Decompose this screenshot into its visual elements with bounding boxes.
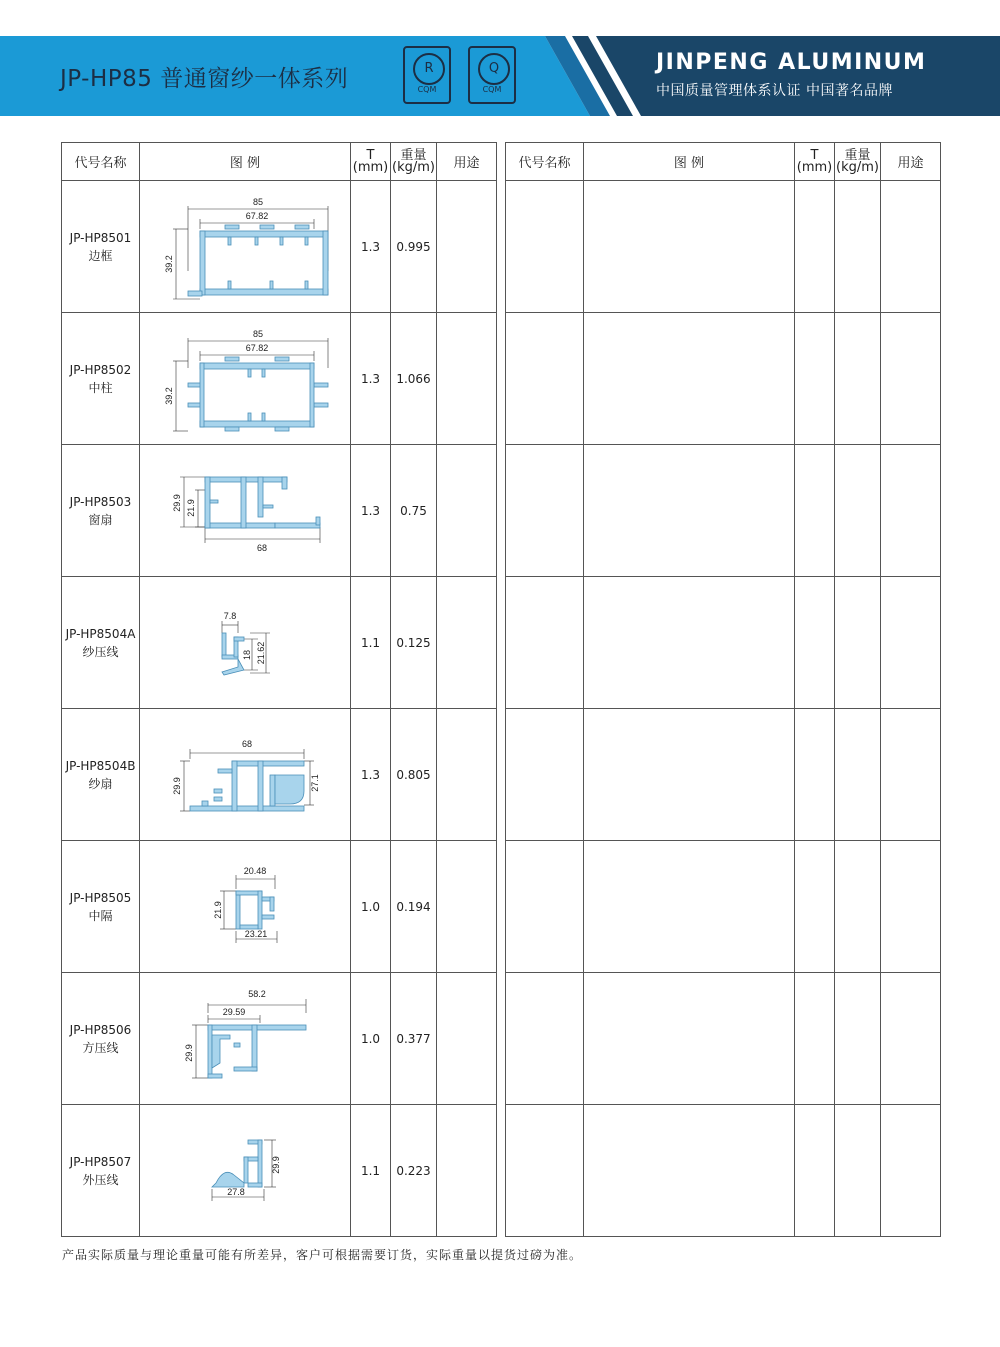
header-thickness-unit: (mm): [796, 159, 833, 175]
weight-value: 0.805: [391, 709, 437, 841]
table-row: [62, 313, 497, 445]
profile-code: JP-HP8506: [69, 1022, 132, 1037]
profile-code: JP-HP8505: [69, 890, 132, 905]
header-use: 用途: [437, 143, 497, 181]
dim-label: 20.48: [243, 866, 267, 876]
weight-value: 0.75: [391, 445, 437, 577]
profile-figure-cell: [140, 841, 351, 973]
profile-name: 纱扇: [88, 776, 113, 791]
dim-label: 29.59: [222, 1007, 246, 1017]
row-code-cell: [62, 841, 140, 973]
header-weight-unit: (kg/m): [392, 159, 435, 175]
row-code-cell: [62, 973, 140, 1105]
use-value: [437, 709, 497, 841]
profile-drawing-8503: [140, 445, 350, 576]
use-value: [437, 841, 497, 973]
weight-value: 0.223: [391, 1105, 437, 1237]
use-value: [437, 445, 497, 577]
profile-table-left: [61, 142, 497, 1237]
dim-label: 21.62: [256, 641, 266, 665]
dim-label: 29.9: [184, 1044, 194, 1062]
profile-name: 纱压线: [82, 644, 119, 659]
dim-label: 67.82: [245, 211, 269, 221]
table-row: [62, 1105, 497, 1237]
header-figure: 图 例: [584, 143, 795, 181]
table-header-row: [506, 143, 941, 181]
header-weight: [391, 143, 437, 181]
row-code-cell: [62, 445, 140, 577]
table-row: [506, 181, 941, 313]
footnote: 产品实际质量与理论重量可能有所差异，客户可根据需要订货，实际重量以提货过磅为准。: [62, 1248, 583, 1262]
header-weight: [835, 143, 881, 181]
thickness-value: 1.3: [351, 181, 391, 313]
profile-figure-cell: [140, 1105, 351, 1237]
profile-code: JP-HP8502: [69, 362, 132, 377]
dim-label: 18: [242, 649, 252, 661]
dim-label: 21.9: [186, 499, 196, 517]
header-code: 代号名称: [62, 143, 140, 181]
header-thickness-symbol: T: [366, 147, 375, 163]
weight-value: 0.194: [391, 841, 437, 973]
use-value: [437, 181, 497, 313]
thickness-value: 1.3: [351, 313, 391, 445]
header-code: 代号名称: [506, 143, 584, 181]
use-value: [437, 1105, 497, 1237]
profile-drawing-8505: [140, 841, 350, 972]
row-code-cell: [62, 709, 140, 841]
dim-label: 67.82: [245, 343, 269, 353]
dim-label: 29.9: [172, 777, 182, 795]
header-thickness-symbol: T: [810, 147, 819, 163]
table-row: [62, 181, 497, 313]
profile-figure-cell: [140, 445, 351, 577]
use-value: [437, 577, 497, 709]
profile-figure-cell: [140, 181, 351, 313]
table-header-row: [62, 143, 497, 181]
weight-value: 1.066: [391, 313, 437, 445]
cert-r-code: CQM: [417, 85, 437, 94]
profile-name: 中隔: [88, 908, 113, 923]
dim-label: 68: [241, 739, 253, 749]
dim-label: 58.2: [248, 989, 266, 999]
profile-code: JP-HP8504B: [65, 758, 136, 773]
profile-figure-cell: [140, 577, 351, 709]
thickness-value: 1.0: [351, 973, 391, 1105]
profile-table-right: [505, 142, 941, 1237]
thickness-value: 1.1: [351, 1105, 391, 1237]
weight-value: 0.995: [391, 181, 437, 313]
cqm-r-certification-logo: [403, 46, 451, 104]
dim-label: 27.1: [310, 774, 320, 792]
profile-code: JP-HP8503: [69, 494, 132, 509]
table-row: [506, 313, 941, 445]
profile-name: 窗扇: [88, 512, 113, 527]
dim-label: 29.9: [271, 1156, 281, 1174]
profile-drawing-8506: [140, 973, 350, 1104]
series-title: JP-HP85 普通窗纱一体系列: [60, 66, 349, 92]
dim-label: 7.8: [223, 611, 237, 621]
cert-q-code: CQM: [482, 85, 502, 94]
cert-q-letter: Q: [478, 53, 510, 85]
header-weight-unit: (kg/m): [836, 159, 879, 175]
table-row: [506, 709, 941, 841]
dim-label: 27.8: [227, 1187, 245, 1197]
dim-label: 39.2: [164, 255, 174, 273]
profile-drawing-8504b: [140, 709, 350, 840]
thickness-value: 1.1: [351, 577, 391, 709]
profile-name: 方压线: [82, 1040, 119, 1055]
thickness-value: 1.0: [351, 841, 391, 973]
brand-name: JINPENG ALUMINUM: [656, 50, 927, 75]
profile-drawing-8504a: [140, 577, 350, 708]
row-code-cell: [62, 181, 140, 313]
profile-name: 外压线: [82, 1172, 119, 1187]
brand-subtitle: 中国质量管理体系认证 中国著名品牌: [656, 83, 893, 99]
header-weight-label: 重量: [400, 147, 427, 163]
table-row: [62, 973, 497, 1105]
thickness-value: 1.3: [351, 445, 391, 577]
cqm-q-certification-logo: [468, 46, 516, 104]
dim-label: 68: [256, 543, 268, 553]
dim-label: 85: [252, 197, 264, 207]
thickness-value: 1.3: [351, 709, 391, 841]
table-row: [62, 709, 497, 841]
dim-label: 85: [252, 329, 264, 339]
profile-drawing-8507: [140, 1105, 350, 1236]
row-code-cell: [62, 313, 140, 445]
header-figure: 图 例: [140, 143, 351, 181]
table-row: [506, 973, 941, 1105]
profile-code: JP-HP8504A: [65, 626, 136, 641]
header-use: 用途: [881, 143, 941, 181]
weight-value: 0.377: [391, 973, 437, 1105]
profile-drawing-8502: [140, 313, 350, 444]
dim-label: 39.2: [164, 387, 174, 405]
weight-value: 0.125: [391, 577, 437, 709]
header-thickness-unit: (mm): [352, 159, 389, 175]
profile-figure-cell: [140, 709, 351, 841]
table-row: [62, 841, 497, 973]
header-thickness: [351, 143, 391, 181]
dim-label: 23.21: [244, 929, 268, 939]
profile-code: JP-HP8507: [69, 1154, 132, 1169]
table-row: [506, 577, 941, 709]
table-row: [62, 445, 497, 577]
table-row: [506, 841, 941, 973]
dim-label: 21.9: [213, 901, 223, 919]
dim-label: 29.9: [172, 494, 182, 512]
profile-name: 中柱: [88, 380, 113, 395]
profile-drawing-8501: [140, 181, 350, 312]
table-row: [506, 445, 941, 577]
row-code-cell: [62, 1105, 140, 1237]
profile-figure-cell: [140, 973, 351, 1105]
cert-r-letter: R: [413, 53, 445, 85]
header-weight-label: 重量: [844, 147, 871, 163]
table-row: [506, 1105, 941, 1237]
use-value: [437, 313, 497, 445]
row-code-cell: [62, 577, 140, 709]
profile-figure-cell: [140, 313, 351, 445]
profile-code: JP-HP8501: [69, 230, 132, 245]
use-value: [437, 973, 497, 1105]
profile-name: 边框: [88, 248, 113, 263]
table-row: [62, 577, 497, 709]
header-thickness: [795, 143, 835, 181]
